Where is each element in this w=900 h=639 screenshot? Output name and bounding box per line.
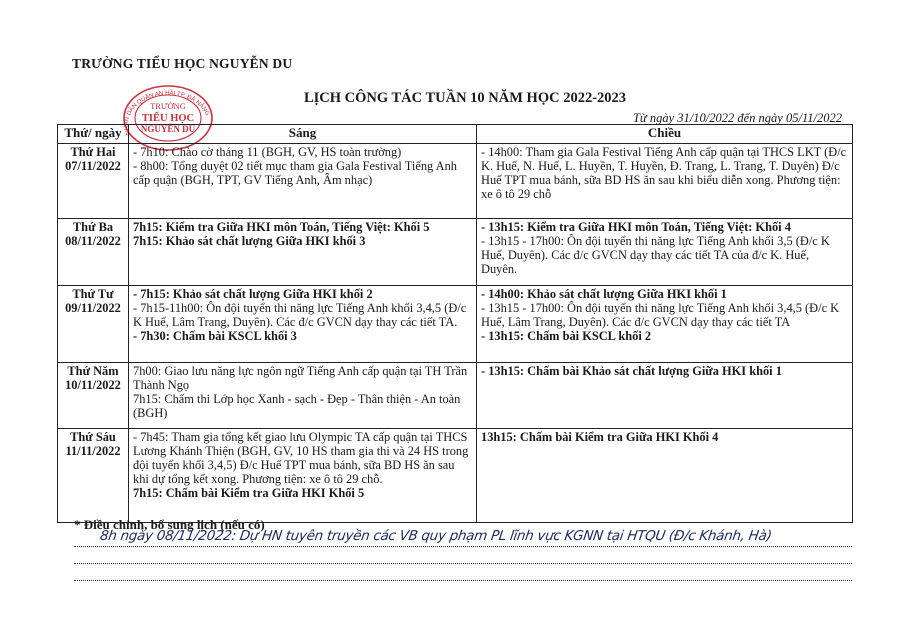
stamp-line2: TIỂU HỌC	[141, 113, 195, 124]
dotted-line-3	[74, 580, 852, 581]
stamp-line1: TRƯỜNG	[150, 101, 186, 111]
morning-cell	[129, 429, 477, 523]
school-name: TRƯỜNG TIỂU HỌC NGUYỄN DU	[72, 56, 293, 71]
afternoon-cell	[477, 429, 853, 523]
stamp-line3: NGUYỄN DU	[140, 124, 196, 134]
morning-cell	[129, 363, 477, 429]
morning-cell	[129, 144, 477, 219]
afternoon-entry: 13h15: Chấm bài Kiểm tra Giữa HKI Khối 4	[481, 430, 719, 444]
afternoon-entry: - 13h15 - 17h00: Ôn đội tuyển thi năng lực Tiếng Anh khối 3,5 (Đ/c K Huế, Duyên). Các đ/c GVCN dạy thay các tiết TA của đ/c K. Huế, Duyên.	[481, 234, 830, 276]
day-date: 08/11/2022	[65, 234, 121, 248]
morning-entry: 7h15: Khảo sát chất lượng Giữa HKI khối 3	[133, 234, 366, 248]
day-name: Thứ Sáu	[70, 430, 116, 444]
day-cell	[58, 286, 129, 363]
dotted-line-1	[74, 546, 852, 547]
header-day: Thứ/ ngày	[58, 125, 129, 144]
schedule-table	[57, 124, 853, 523]
date-range: Từ ngày 31/10/2022 đến ngày 05/11/2022	[632, 111, 842, 125]
morning-entry: - 7h15: Khảo sát chất lượng Giữa HKI khối 2	[133, 287, 373, 301]
day-name: Thứ Tư	[72, 287, 114, 301]
morning-entry: - 7h10: Chào cờ tháng 11 (BGH, GV, HS toàn trường)	[133, 145, 402, 159]
table-row	[58, 219, 853, 286]
morning-entry: - 8h00: Tổng duyệt 02 tiết mục tham gia Gala Festival Tiếng Anh cấp quận (BGH, TPT, GV Tiếng Anh, Âm nhạc)	[133, 159, 457, 187]
day-name: Thứ Năm	[67, 364, 119, 378]
morning-entry: - 7h30: Chấm bài KSCL khối 3	[133, 329, 297, 343]
morning-cell	[129, 219, 477, 286]
day-cell	[58, 219, 129, 286]
day-cell	[58, 363, 129, 429]
afternoon-cell	[477, 286, 853, 363]
morning-cell	[129, 286, 477, 363]
header-morning: Sáng	[129, 125, 477, 144]
table-header-row	[58, 125, 853, 144]
morning-entry: 7h15: Chấm thi Lớp học Xanh - sạch - Đẹp - Thân thiện - An toàn (BGH)	[133, 392, 461, 420]
handwritten-note: 8h ngày 08/11/2022: Dự HN tuyên truyền các VB quy phạm PL lĩnh vực KGNN tại HTQU (Đ/c Khánh, Hà)	[98, 528, 773, 544]
afternoon-entry: - 13h15: Chấm bài Khảo sát chất lượng Giữa HKI khối 1	[481, 364, 782, 378]
day-name: Thứ Hai	[70, 145, 116, 159]
afternoon-entry: - 13h15: Chấm bài KSCL khối 2	[481, 329, 652, 343]
morning-entry: 7h15: Chấm bài Kiểm tra Giữa HKI Khối 5	[133, 486, 365, 500]
day-date: 11/11/2022	[65, 444, 121, 458]
table-row	[58, 363, 853, 429]
header-afternoon: Chiều	[477, 125, 853, 144]
dotted-line-2	[74, 563, 852, 564]
table-row	[58, 286, 853, 363]
table-row	[58, 429, 853, 523]
day-name: Thứ Ba	[72, 220, 114, 234]
stamp-ring-text: NHÂN DÂN QUẬN AN HẢI TP. ĐÀ NẴNG	[123, 90, 210, 136]
afternoon-cell	[477, 219, 853, 286]
day-date: 10/11/2022	[65, 378, 121, 392]
morning-entry: 7h15: Kiểm tra Giữa HKI môn Toán, Tiếng Việt: Khối 5	[133, 220, 430, 234]
day-cell	[58, 429, 129, 523]
day-cell	[58, 144, 129, 219]
morning-entry: - 7h45: Tham gia tổng kết giao lưu Olympic TA cấp quận tại THCS Lương Khánh Thiện (BGH, GV, 10 HS tham gia thi và 24 HS trong đội tuyển khối 3,4,5) Đ/c Huế TPT mua bánh, sữa BD HS ăn sau khi dự tổng kết xong. Phương tiện: xe ô tô 29 chỗ.	[133, 430, 469, 486]
morning-entry: - 7h15-11h00: Ôn đội tuyển thi năng lực Tiếng Anh khối 3,4,5 (Đ/c K Huế, Lâm Trang, Duyên). Các đ/c GVCN dạy thay các tiết TA.	[133, 301, 467, 329]
afternoon-entry: - 14h00: Khảo sát chất lượng Giữa HKI khối 1	[481, 287, 727, 301]
afternoon-entry: - 13h15: Kiểm tra Giữa HKI môn Toán, Tiếng Việt: Khối 4	[481, 220, 791, 234]
day-date: 07/11/2022	[65, 159, 121, 173]
document-title: LỊCH CÔNG TÁC TUẦN 10 NĂM HỌC 2022-2023	[303, 90, 627, 106]
adjustment-label: * Điều chỉnh, bổ sung lịch (nếu có)	[74, 517, 265, 532]
day-date: 09/11/2022	[65, 301, 121, 315]
afternoon-cell	[477, 144, 853, 219]
afternoon-entry: - 13h15 - 17h00: Ôn đội tuyển thi năng lực Tiếng Anh khối 3,4,5 (Đ/c K Huế, Lâm Trang, Duyên). Các đ/c GVCN dạy thay các tiết TA	[481, 301, 840, 329]
morning-entry: 7h00: Giao lưu năng lực ngôn ngữ Tiếng Anh cấp quận tại TH Trần Thành Ngọ	[133, 364, 468, 392]
afternoon-entry: - 14h00: Tham gia Gala Festival Tiếng Anh cấp quận tại THCS LKT (Đ/c K. Huế, N. Huế, L. Huyền, T. Huyền, Đ. Trang, L. Trang, T. Duyên) Đ/c Huế TPT mua bánh, sữa BD HS ăn sau khi biểu diễn xong. Phương tiện: xe ô tô 29 chỗ	[481, 145, 847, 201]
afternoon-cell	[477, 363, 853, 429]
table-row	[58, 144, 853, 219]
